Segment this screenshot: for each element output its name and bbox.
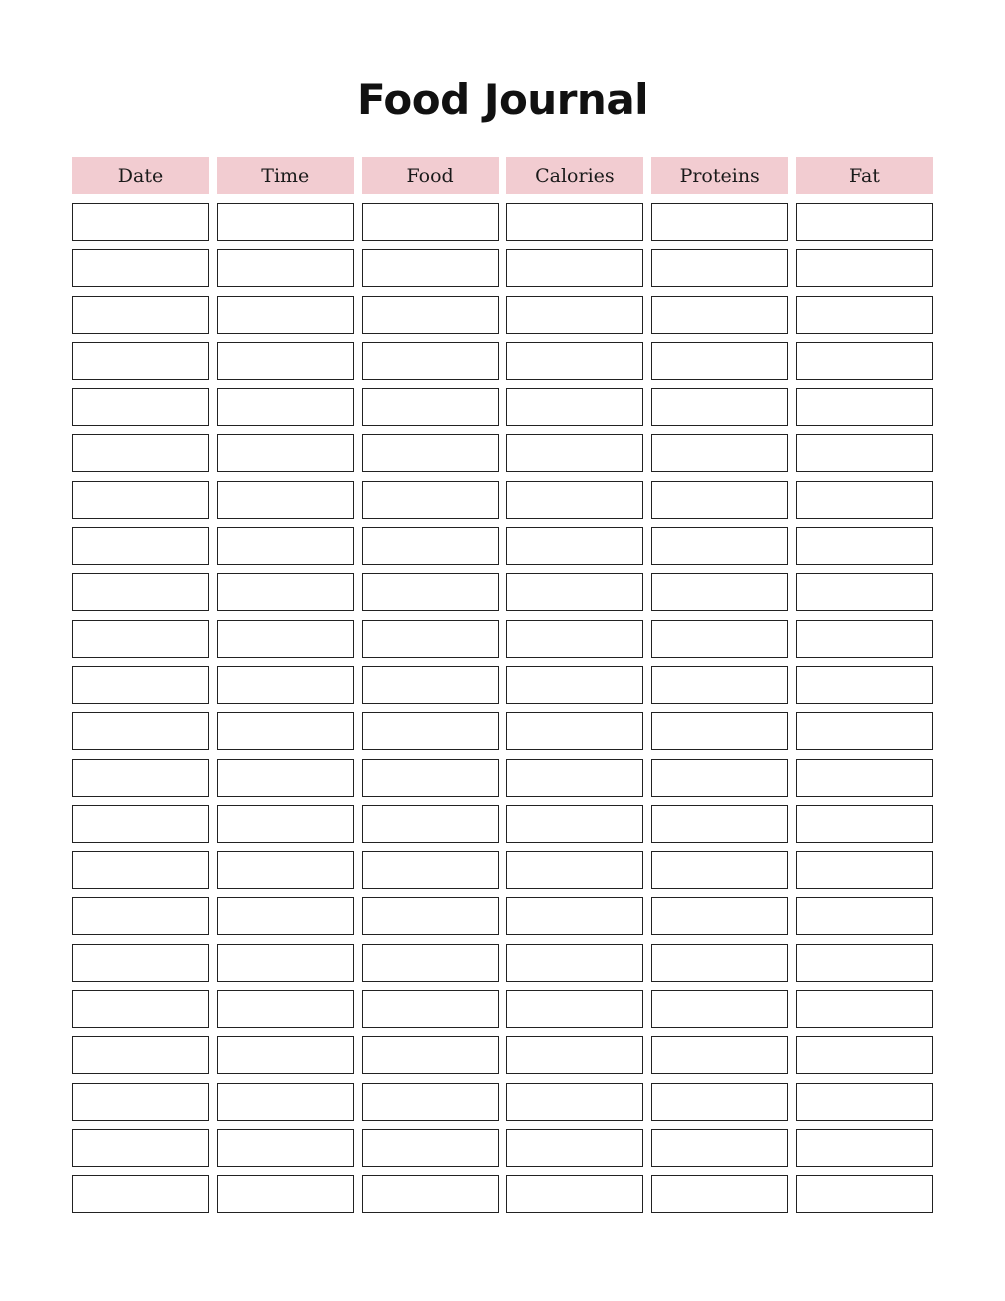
entry-cell-fat[interactable] (796, 203, 933, 241)
entry-cell-date[interactable] (72, 1175, 209, 1213)
entry-cell-proteins[interactable] (651, 296, 788, 334)
entry-cell-date[interactable] (72, 573, 209, 611)
entry-cell-food[interactable] (362, 342, 499, 380)
entry-cell-proteins[interactable] (651, 481, 788, 519)
entry-cell-date[interactable] (72, 944, 209, 982)
entry-cell-calories[interactable] (506, 712, 643, 750)
table-body (72, 203, 933, 1222)
table-row (72, 805, 933, 843)
table-row (72, 666, 933, 704)
entry-cell-food[interactable] (362, 1083, 499, 1121)
table-row (72, 759, 933, 797)
entry-cell-calories[interactable] (506, 527, 643, 565)
table-row (72, 944, 933, 982)
entry-cell-calories[interactable] (506, 249, 643, 287)
entry-cell-date[interactable] (72, 481, 209, 519)
column-header-food: Food (362, 157, 499, 194)
entry-cell-food[interactable] (362, 573, 499, 611)
entry-cell-food[interactable] (362, 1036, 499, 1074)
entry-cell-proteins[interactable] (651, 712, 788, 750)
entry-cell-time[interactable] (217, 573, 354, 611)
entry-cell-food[interactable] (362, 1129, 499, 1167)
entry-cell-proteins[interactable] (651, 249, 788, 287)
entry-cell-time[interactable] (217, 249, 354, 287)
entry-cell-date[interactable] (72, 1129, 209, 1167)
entry-cell-fat[interactable] (796, 573, 933, 611)
entry-cell-food[interactable] (362, 944, 499, 982)
entry-cell-date[interactable] (72, 620, 209, 658)
entry-cell-proteins[interactable] (651, 944, 788, 982)
entry-cell-food[interactable] (362, 620, 499, 658)
entry-cell-proteins[interactable] (651, 990, 788, 1028)
entry-cell-fat[interactable] (796, 527, 933, 565)
entry-cell-proteins[interactable] (651, 203, 788, 241)
entry-cell-date[interactable] (72, 759, 209, 797)
table-row (72, 481, 933, 519)
entry-cell-calories[interactable] (506, 944, 643, 982)
entry-cell-time[interactable] (217, 388, 354, 426)
entry-cell-fat[interactable] (796, 759, 933, 797)
column-header-fat: Fat (796, 157, 933, 194)
entry-cell-calories[interactable] (506, 805, 643, 843)
table-row (72, 1036, 933, 1074)
entry-cell-date[interactable] (72, 851, 209, 889)
entry-cell-fat[interactable] (796, 1036, 933, 1074)
entry-cell-date[interactable] (72, 712, 209, 750)
table-row (72, 1083, 933, 1121)
table-row (72, 296, 933, 334)
entry-cell-date[interactable] (72, 897, 209, 935)
entry-cell-calories[interactable] (506, 203, 643, 241)
entry-cell-time[interactable] (217, 759, 354, 797)
table-row (72, 1175, 933, 1213)
table-row (72, 990, 933, 1028)
entry-cell-food[interactable] (362, 481, 499, 519)
entry-cell-calories[interactable] (506, 1129, 643, 1167)
entry-cell-time[interactable] (217, 666, 354, 704)
entry-cell-food[interactable] (362, 527, 499, 565)
entry-cell-proteins[interactable] (651, 759, 788, 797)
entry-cell-time[interactable] (217, 805, 354, 843)
entry-cell-date[interactable] (72, 434, 209, 472)
entry-cell-time[interactable] (217, 203, 354, 241)
table-row (72, 434, 933, 472)
entry-cell-date[interactable] (72, 527, 209, 565)
entry-cell-calories[interactable] (506, 434, 643, 472)
entry-cell-time[interactable] (217, 434, 354, 472)
entry-cell-food[interactable] (362, 249, 499, 287)
entry-cell-time[interactable] (217, 897, 354, 935)
page-title: Food Journal (356, 75, 649, 124)
table-row (72, 851, 933, 889)
journal-table (72, 157, 933, 1222)
entry-cell-calories[interactable] (506, 990, 643, 1028)
entry-cell-date[interactable] (72, 805, 209, 843)
entry-cell-calories[interactable] (506, 897, 643, 935)
entry-cell-proteins[interactable] (651, 851, 788, 889)
entry-cell-food[interactable] (362, 805, 499, 843)
entry-cell-time[interactable] (217, 527, 354, 565)
entry-cell-time[interactable] (217, 342, 354, 380)
column-header-calories: Calories (506, 157, 643, 194)
entry-cell-fat[interactable] (796, 666, 933, 704)
table-row (72, 249, 933, 287)
entry-cell-fat[interactable] (796, 296, 933, 334)
entry-cell-calories[interactable] (506, 1083, 643, 1121)
table-row (72, 203, 933, 241)
entry-cell-calories[interactable] (506, 759, 643, 797)
entry-cell-fat[interactable] (796, 434, 933, 472)
entry-cell-food[interactable] (362, 759, 499, 797)
entry-cell-fat[interactable] (796, 944, 933, 982)
entry-cell-date[interactable] (72, 342, 209, 380)
entry-cell-food[interactable] (362, 203, 499, 241)
entry-cell-proteins[interactable] (651, 1175, 788, 1213)
entry-cell-time[interactable] (217, 1175, 354, 1213)
table-row (72, 342, 933, 380)
entry-cell-time[interactable] (217, 296, 354, 334)
entry-cell-time[interactable] (217, 481, 354, 519)
entry-cell-calories[interactable] (506, 342, 643, 380)
entry-cell-proteins[interactable] (651, 388, 788, 426)
entry-cell-proteins[interactable] (651, 1083, 788, 1121)
entry-cell-time[interactable] (217, 1083, 354, 1121)
entry-cell-time[interactable] (217, 990, 354, 1028)
entry-cell-fat[interactable] (796, 805, 933, 843)
entry-cell-proteins[interactable] (651, 434, 788, 472)
column-header-time: Time (217, 157, 354, 194)
entry-cell-fat[interactable] (796, 481, 933, 519)
entry-cell-fat[interactable] (796, 712, 933, 750)
entry-cell-date[interactable] (72, 388, 209, 426)
entry-cell-time[interactable] (217, 620, 354, 658)
entry-cell-proteins[interactable] (651, 527, 788, 565)
entry-cell-food[interactable] (362, 296, 499, 334)
entry-cell-date[interactable] (72, 1083, 209, 1121)
entry-cell-fat[interactable] (796, 1175, 933, 1213)
entry-cell-calories[interactable] (506, 296, 643, 334)
entry-cell-food[interactable] (362, 990, 499, 1028)
table-row (72, 527, 933, 565)
entry-cell-proteins[interactable] (651, 1129, 788, 1167)
entry-cell-proteins[interactable] (651, 897, 788, 935)
table-row (72, 897, 933, 935)
entry-cell-proteins[interactable] (651, 573, 788, 611)
entry-cell-time[interactable] (217, 1036, 354, 1074)
entry-cell-time[interactable] (217, 1129, 354, 1167)
entry-cell-food[interactable] (362, 897, 499, 935)
entry-cell-proteins[interactable] (651, 342, 788, 380)
entry-cell-calories[interactable] (506, 1175, 643, 1213)
entry-cell-fat[interactable] (796, 249, 933, 287)
entry-cell-food[interactable] (362, 666, 499, 704)
column-header-date: Date (72, 157, 209, 194)
table-header (72, 157, 933, 194)
entry-cell-time[interactable] (217, 712, 354, 750)
entry-cell-proteins[interactable] (651, 1036, 788, 1074)
table-row (72, 388, 933, 426)
entry-cell-fat[interactable] (796, 388, 933, 426)
entry-cell-calories[interactable] (506, 851, 643, 889)
entry-cell-date[interactable] (72, 990, 209, 1028)
entry-cell-date[interactable] (72, 296, 209, 334)
entry-cell-calories[interactable] (506, 388, 643, 426)
entry-cell-fat[interactable] (796, 1083, 933, 1121)
column-header-proteins: Proteins (651, 157, 788, 194)
entry-cell-calories[interactable] (506, 573, 643, 611)
entry-cell-proteins[interactable] (651, 666, 788, 704)
entry-cell-fat[interactable] (796, 342, 933, 380)
entry-cell-fat[interactable] (796, 851, 933, 889)
entry-cell-fat[interactable] (796, 990, 933, 1028)
entry-cell-date[interactable] (72, 249, 209, 287)
entry-cell-food[interactable] (362, 388, 499, 426)
entry-cell-calories[interactable] (506, 666, 643, 704)
entry-cell-fat[interactable] (796, 620, 933, 658)
entry-cell-time[interactable] (217, 851, 354, 889)
entry-cell-calories[interactable] (506, 1036, 643, 1074)
entry-cell-date[interactable] (72, 666, 209, 704)
entry-cell-date[interactable] (72, 203, 209, 241)
table-row (72, 573, 933, 611)
entry-cell-calories[interactable] (506, 620, 643, 658)
entry-cell-food[interactable] (362, 712, 499, 750)
table-row (72, 712, 933, 750)
entry-cell-date[interactable] (72, 1036, 209, 1074)
table-row (72, 620, 933, 658)
table-row (72, 1129, 933, 1167)
entry-cell-time[interactable] (217, 944, 354, 982)
entry-cell-proteins[interactable] (651, 805, 788, 843)
entry-cell-food[interactable] (362, 434, 499, 472)
entry-cell-proteins[interactable] (651, 620, 788, 658)
entry-cell-food[interactable] (362, 1175, 499, 1213)
entry-cell-food[interactable] (362, 851, 499, 889)
entry-cell-calories[interactable] (506, 481, 643, 519)
entry-cell-fat[interactable] (796, 1129, 933, 1167)
entry-cell-fat[interactable] (796, 897, 933, 935)
